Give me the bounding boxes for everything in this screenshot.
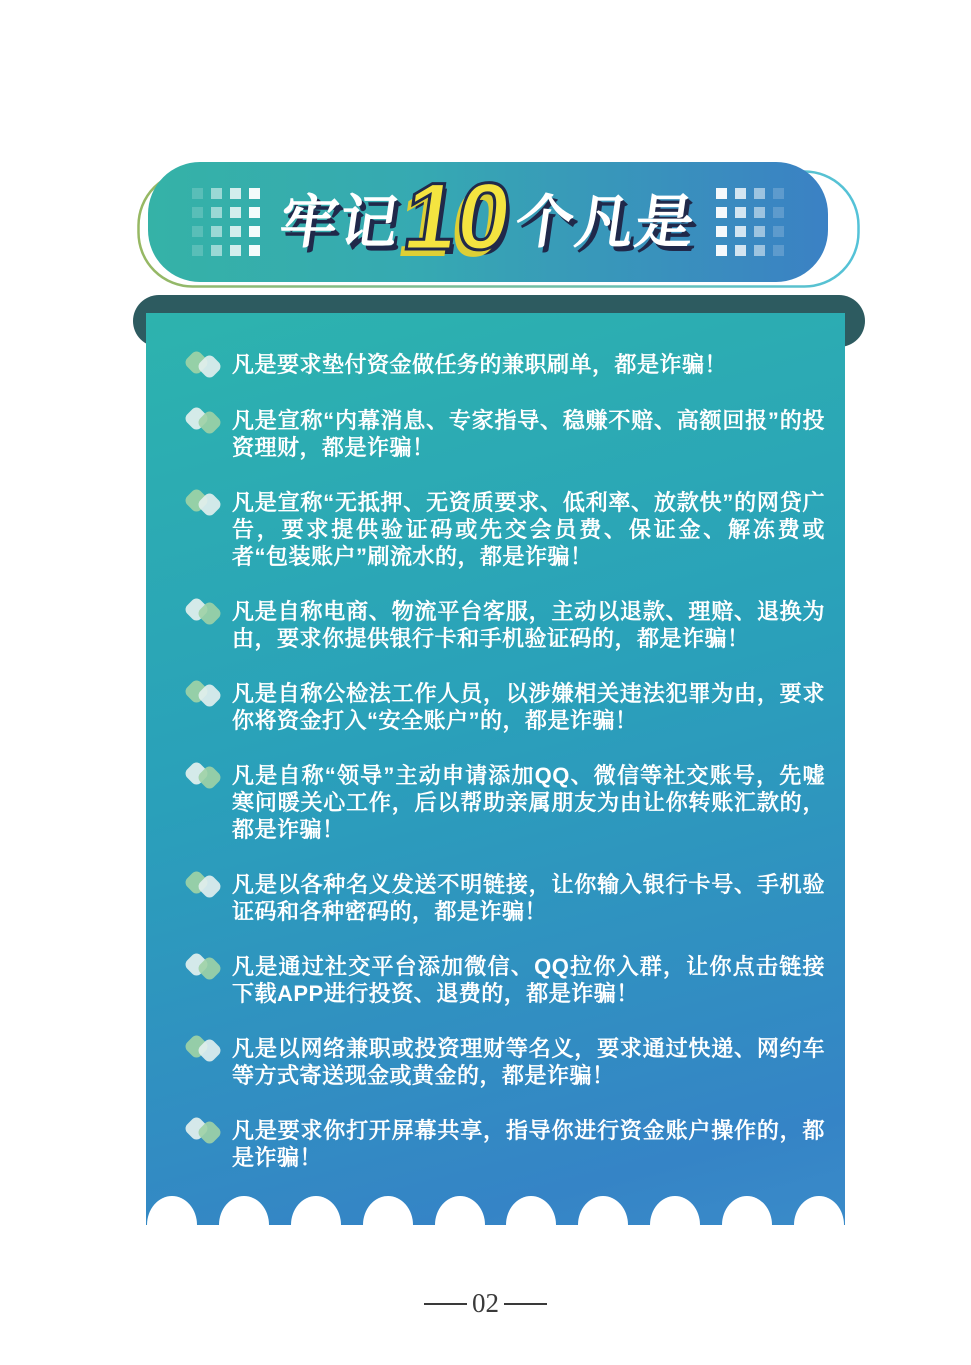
dot-grid-left-icon [192,188,260,256]
dot [735,226,746,237]
double-diamond-bullet-icon [186,680,224,708]
page-number-dash [504,1303,547,1305]
dot [249,188,260,199]
dot [735,245,746,256]
fraud-warning-text: 凡是要求垫付资金做任务的兼职刷单，都是诈骗！ [232,352,728,377]
double-diamond-bullet-icon [186,407,224,435]
dot [230,207,241,218]
fraud-warning-item [186,351,825,379]
dot [735,188,746,199]
dot [192,188,203,199]
page-number: 02 [472,1288,499,1318]
scallop [506,1196,556,1254]
scallop-edge-decoration [146,1196,845,1254]
fraud-warning-list [146,313,845,1171]
page-footer [0,1288,971,1319]
dot [230,245,241,256]
dot [249,207,260,218]
dot [211,207,222,218]
dot [249,245,260,256]
scallop [650,1196,700,1254]
double-diamond-bullet-icon [186,871,224,899]
title-suffix: 个凡是 [511,189,701,254]
dot [773,207,784,218]
dot [716,207,727,218]
dot [773,245,784,256]
double-diamond-bullet-icon [186,762,224,790]
dot [249,226,260,237]
double-diamond-bullet-icon [186,351,224,379]
fraud-warning-text: 凡是自称公检法工作人员，以涉嫌相关违法犯罪为由，要求你将资金打入“安全账户”的，都是诈骗！ [232,681,825,733]
dot [754,207,765,218]
fraud-warning-text: 凡是通过社交平台添加微信、QQ拉你入群，让你点击链接下载APP进行投资、退费的，都是诈骗！ [232,954,825,1006]
double-diamond-bullet-icon [186,1117,224,1145]
dot-grid-right-icon [716,188,784,256]
fraud-warning-text: 凡是宣称“无抵押、无资质要求、低利率、放款快”的网贷广告，要求提供验证码或先交会员费、保证金、解冻费或者“包装账户”刷流水的，都是诈骗！ [232,490,825,569]
header-banner [148,162,828,282]
fraud-warning-item [186,680,825,734]
fraud-warning-item [186,1117,825,1171]
fraud-warning-text: 凡是宣称“内幕消息、专家指导、稳赚不赔、高额回报”的投资理财，都是诈骗！ [232,408,825,460]
scallop [219,1196,269,1254]
fraud-warning-text: 凡是自称电商、物流平台客服，主动以退款、理赔、退换为由，要求你提供银行卡和手机验证码的，都是诈骗！ [232,599,825,651]
dot [230,226,241,237]
dot [230,188,241,199]
double-diamond-bullet-icon [186,598,224,626]
scallop [794,1196,844,1254]
dot [192,207,203,218]
dot [211,226,222,237]
dot [192,226,203,237]
title-number: 10 [397,163,519,270]
dot [211,188,222,199]
dot [773,188,784,199]
fraud-warning-card [146,313,845,1225]
scallop [291,1196,341,1254]
double-diamond-bullet-icon [186,953,224,981]
dot [754,226,765,237]
double-diamond-bullet-icon [186,1035,224,1063]
scallop [722,1196,772,1254]
dot [773,226,784,237]
dot [754,245,765,256]
fraud-warning-item [186,762,825,843]
fraud-warning-text: 凡是自称“领导”主动申请添加QQ、微信等社交账号，先嘘寒问暖关心工作，后以帮助亲属朋友为由让你转账汇款的，都是诈骗！ [232,763,825,842]
dot [716,188,727,199]
scallop [578,1196,628,1254]
fraud-warning-text: 凡是以各种名义发送不明链接，让你输入银行卡号、手机验证码和各种密码的，都是诈骗！ [232,872,825,924]
double-diamond-bullet-icon [186,489,224,517]
fraud-warning-text: 凡是以网络兼职或投资理财等名义，要求通过快递、网约车等方式寄送现金或黄金的，都是诈骗！ [232,1036,825,1088]
dot [716,245,727,256]
fraud-warning-item [186,953,825,1007]
fraud-warning-item [186,598,825,652]
title-prefix: 牢记 [275,189,405,254]
fraud-warning-text: 凡是要求你打开屏幕共享，指导你进行资金账户操作的，都是诈骗！ [232,1118,825,1170]
dot [192,245,203,256]
scallop [147,1196,197,1254]
dot [735,207,746,218]
scallop [435,1196,485,1254]
fraud-warning-item [186,489,825,570]
fraud-warning-item [186,1035,825,1089]
page-title [273,163,703,275]
page-number-dash [424,1303,467,1305]
dot [716,226,727,237]
scallop [363,1196,413,1254]
dot [211,245,222,256]
dot [754,188,765,199]
fraud-warning-item [186,407,825,461]
fraud-warning-item [186,871,825,925]
